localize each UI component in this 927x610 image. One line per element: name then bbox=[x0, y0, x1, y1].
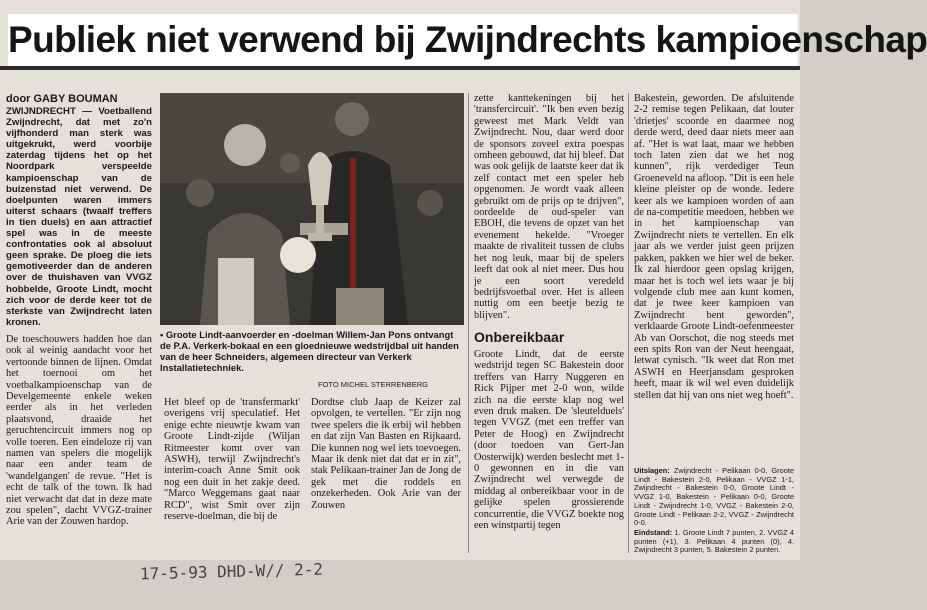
column-3-after bbox=[474, 349, 624, 532]
column-4 bbox=[634, 93, 794, 401]
photo-credit: FOTO MICHEL STERRENBERG bbox=[318, 380, 429, 389]
column-1-body: De toeschouwers hadden hoe dan ook al weinig aandacht voor het vertoonde binnen de lijnen. Omdat het toernooi om het voetbalkampioenschap van de Develgemeente enkele weken eerder als in het verleden plaatsvond, draaide het geruchtencircuit immers nog op volle toeren. Een eindeloze rij van namen van spelers die mogelijk naar een ander team de 'wandelgangen' de revue. "Het is echt de talk of the town. Ik had niet verwacht dat dat in deze mate zou spelen", dacht VVGZ-trainer Arie van der Zouwen hardop. bbox=[6, 333, 152, 528]
results-text: Zwijndrecht - Pelikaan 0-0, Groote Lindt - Bakestein 2-0, Pelikaan - VVGZ 1-1, Zwijndrecht - Bakestein 0-0, Groote Lindt - VVGZ 1-0, Bakestein - Pelikaan 0-0, Groote Lindt - Zwijndrecht 1-0, VVGZ - Bakestein 2-0, Groote Lindt - Pelikaan 2-2, VVGZ - Zwijndrecht 0-0. bbox=[634, 466, 794, 528]
column-3a-body: Dordtse club Jaap de Keizer zal opvolgen, te vertellen. "Er zijn nog twee spelers die ik erbij wil hebben en dat zijn Van Basten en Rijkaard. Die kunnen nog wel iets toevoegen. Maar ik denk niet dat dat er in zit", stak Pelikaan-trainer Jan de Jong de gek met die roddels en onzekerheden. Ook Arie van der Zouwen bbox=[311, 397, 461, 511]
standings-text: 1. Groote Lindt 7 punten, 2. VVGZ 4 punten (+1), 3. Pelikaan 4 punten (0), 4. Zwijndrecht 3 punten, 5. Bakestein 2 punten. bbox=[634, 527, 794, 555]
column-3a bbox=[311, 397, 461, 511]
column-3-after-body: Groote Lindt, dat de eerste wedstrijd tegen SC Bakestein door treffers van Harry Nuggeren en Rick Pijper met 2-0 won, wilde zich na die eerste klap nog wel even druk maken. De 'sleutelduels' tegen VVGZ (met een treffer van Peter de Hoog) en Zwijndrecht (door toedoen van Gert-Jan Oosterwijk) werden beslecht met 1-0 gewonnen en in die van Zwijndrecht wel verwegde de middag al onbereikbaar voor in de gelijke spelen grossierende concurrentie, die VVGZ boekte nog een winstpartij tegen bbox=[474, 349, 624, 532]
subheading: Onbereikbaar bbox=[474, 329, 565, 345]
headline-rule bbox=[0, 66, 800, 70]
headline: Publiek niet verwend bij Zwijndrechts kampioenschap bbox=[8, 14, 798, 66]
photo-caption: • Groote Lindt-aanvoerder en -doelman Willem-Jan Pons ontvangt de P.A. Verkerk-bokaal en een gloednieuwe wedstrijdbal uit handen van de heer Schneiders, algemeen directeur van Verkerk Installatietechniek. bbox=[160, 329, 459, 373]
photo-illustration bbox=[160, 93, 464, 325]
lead-paragraph: ZWIJNDRECHT — Voetballend Zwijndrecht, dat met zo'n vijfhonderd man sterk was uitgekrukt, werd voorbije zaterdag tijdens het op het Noordpark verspeelde kampioenschap van de buizenstad niet verwend. De doelpunten waren immers uiterst schaars (twaalf treffers in tien duels) en aan attractief spel was in de meeste confrontaties ook al absoluut geen sprake. De ploeg die iets gemotiveerder dan de anderen over de thuishaven van VVGZ hobbelde, Groote Lindt, mocht zich voor de derde keer tot de sterkste van Zwijndrecht laten kronen. bbox=[6, 106, 152, 328]
handwritten-note: 17-5-93 DHD-W// 2-2 bbox=[139, 559, 324, 584]
standings-label: Eindstand: bbox=[634, 527, 673, 537]
results-box bbox=[634, 467, 794, 555]
column-3-body: zette kanttekeningen bij het 'transfercircuit'. "Ik ben even bezig geweest met Mark Veldt van Zwijndrecht. Nou, daar werd door de sponsors zoveel extra poespas omheen gebouwd, dat hij bleef. Dat was ook gelijk de laatste keer dat ik zelf contact met een speler heb opgenomen. Je wordt vaak alleen gebruikt om de prijs op te drijven", oordeelde de oud-speler van EBOH, die tevens de opzet van het evenement hekelde. "Vroeger maakte de rivaliteit tussen de clubs het nog leuk, maar bij de spelers leeft dat ook al niet meer. Dus hou je een soort veredeld bedrijfsvoetbal over. Het is alleen nuttig om een beetje bezig te blijven". bbox=[474, 93, 624, 321]
results-label: Uitslagen: bbox=[634, 466, 670, 475]
article-photo bbox=[160, 93, 464, 325]
byline: door GABY BOUMAN bbox=[6, 93, 118, 105]
column-1 bbox=[6, 106, 152, 528]
column-3 bbox=[474, 93, 624, 321]
column-4-body: Bakestein, geworden. De afsluitende 2-2 remise tegen Pelikaan, dat louter 'drietjes' scoorde en daarmee nog derde werd, deed daar niets meer aan af. "Het is wat laat, maar we hebben toch laten zien dat we het nog kunnen", rijk verdediger Teun Groeneveld na afloop. "Dit is een hele kleine pleister op de wonde. Iedere keer als we kampioen worden of aan de na-competitie meedoen, hebben we in het kampioenschap van Zwijndrecht niets te vertellen. En elk jaar als we verder juist geen prijzen pakken, pakken we hier wel de beker. Ik zal hierdoor geen opslag krijgen, maar het is toch wel iets waar je bij volgende club mee aan kunt komen, dat je twee keer kampioen van Zwijndrecht bent geworden", verklaarde Groote Lindt-oefenmeester Ab van Oorschot, die nog steeds met een spits Ron van der Neut heengaat, letwat cynisch. "Ik weet dat Ron met ASWH en Heerjansdam gesproken heeft, maar ik wil wel even duidelijk stellen dat hij van ons niet weg hoeft". bbox=[634, 93, 794, 401]
column-2-body: Het bleef op de 'transfermarkt' overigens vrij speculatief. Het enige echte nieuwtje kwam van Groote Lindt-zijde (Wiljan Ritmeester komt over van ASWH), terwijl Zwijndrecht's interim-coach Anne Smit ook nog een duit in het zakje deed. "Marco Weggemans gaat naar RCD", wist Smit over zijn reserve-doelman, die bij de bbox=[164, 397, 300, 523]
column-divider bbox=[628, 93, 629, 553]
column-divider bbox=[468, 93, 469, 553]
column-2 bbox=[164, 397, 300, 522]
